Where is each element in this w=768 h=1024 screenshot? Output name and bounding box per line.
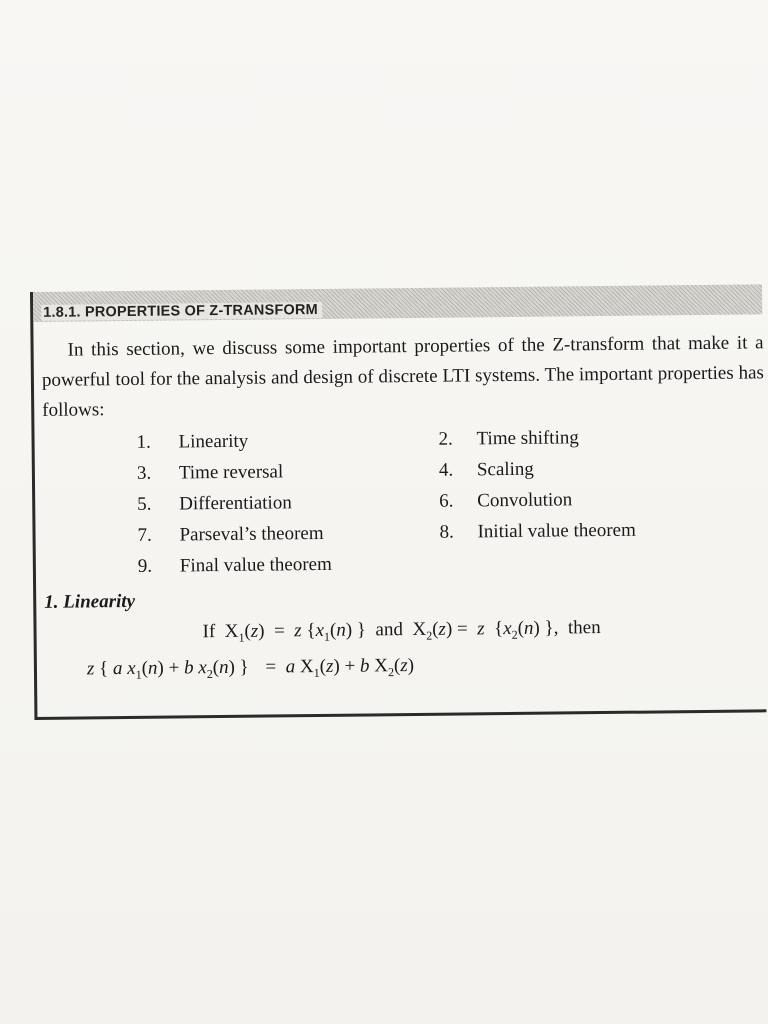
properties-list — [34, 420, 765, 583]
if-word: If — [202, 621, 216, 643]
linearity-heading: 1. Linearity — [44, 590, 136, 613]
linearity-result-equation: z { a $x_1(n) + b$ $x_2(n)$ } = a $X_1(z) + b$ $X_2(z)$ — [86, 654, 415, 682]
property-number: 7. — [137, 524, 152, 546]
property-number: 5. — [137, 493, 152, 515]
property-number: 2. — [438, 428, 453, 450]
property-number: 1. — [136, 431, 151, 453]
property-label: Time reversal — [178, 461, 284, 484]
section-title: 1.8.1. PROPERTIES OF Z-TRANSFORM — [41, 302, 322, 321]
property-label: Convolution — [477, 489, 573, 512]
then-word: then — [567, 617, 601, 639]
property-number: 4. — [438, 459, 454, 481]
property-label: Scaling — [476, 458, 534, 481]
property-label: Time shifting — [476, 427, 579, 450]
intro-text: In this section, we discuss some important properties of the Z-transform that make it a powerful tool for the analysis and design of discrete LTI systems. The important properties has follows: — [41, 332, 764, 421]
linearity-condition-equation: If $X_1(z) = z$ {$x_1(n)$ } and $X_2(z) = z$ {$x_2(n)$ }, then — [202, 617, 601, 645]
property-label: Differentiation — [179, 492, 292, 515]
content-frame — [30, 284, 766, 720]
property-number: 9. — [137, 555, 153, 577]
properties-row — [36, 544, 765, 583]
property-label: Initial value theorem — [477, 519, 636, 543]
intro-paragraph — [41, 328, 764, 426]
property-number: 3. — [136, 462, 152, 484]
property-label: Parseval’s theorem — [179, 522, 324, 546]
property-number: 6. — [439, 490, 454, 512]
property-label: Linearity — [178, 430, 249, 453]
and-word: and — [375, 619, 404, 641]
property-label: Final value theorem — [179, 553, 332, 577]
property-number: 8. — [439, 521, 454, 543]
